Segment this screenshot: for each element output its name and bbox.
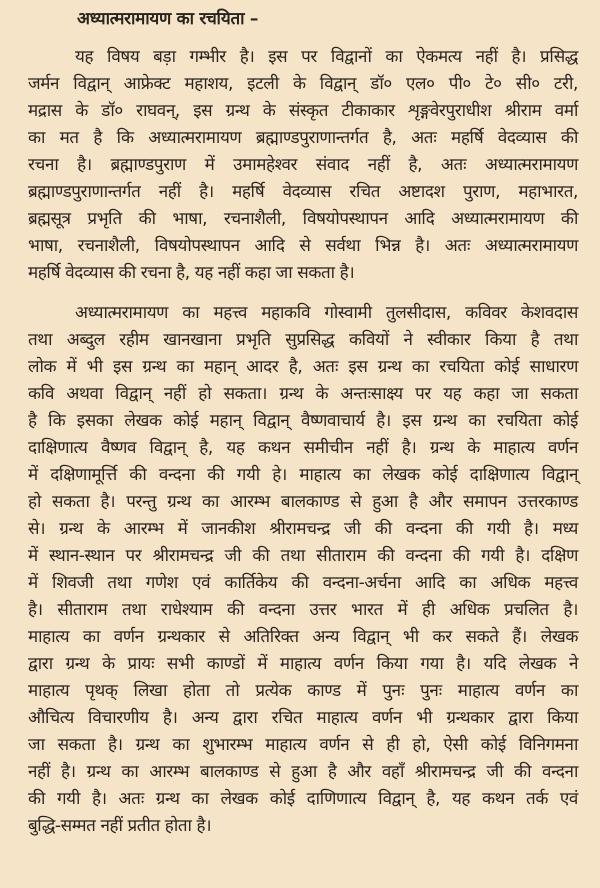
text-line: में स्थान-स्थान पर श्रीरामचन्द्र जी की तथा सीताराम की वन्दना की गयी है। दक्षिण	[28, 546, 578, 566]
paragraph-2	[28, 300, 578, 840]
text-line: तथा अब्दुल रहीम खानखाना प्रभृति सुप्रसिद्ध कवियों ने स्वीकार किया है तथा	[28, 330, 578, 350]
section-heading: अध्यात्मरामायण का रचयिता –	[77, 9, 259, 29]
text-line: ब्रह्माण्डपुराणान्तर्गत नहीं है। महर्षि वेदव्यास रचित अष्टादश पुराण, महाभारत,	[28, 182, 578, 202]
text-line: औचित्य विचारणीय है। अन्य द्वारा रचित माहात्य वर्णन भी ग्रन्थकार द्वारा किया	[28, 708, 578, 728]
text-line: है। सीताराम तथा राधेश्याम की वन्दना उत्तर भारत में ही अधिक प्रचलित है।	[28, 600, 578, 620]
text-line: कवि अथवा विद्वान् नहीं हो सकता। ग्रन्थ के अन्तःसाक्ष्य पर यह कहा जा सकता	[28, 384, 578, 404]
text-line: माहात्य का वर्णन ग्रन्थकार से अतिरिक्त अन्य विद्वान् भी कर सकते हैं। लेखक	[28, 627, 578, 647]
text-line: बुद्धि-सम्मत नहीं प्रतीत होता है।	[28, 816, 212, 836]
text-line: में शिवजी तथा गणेश एवं कार्तिकेय की वन्दना-अर्चना आदि का अधिक महत्त्व	[28, 573, 578, 593]
text-line: से। ग्रन्थ के आरम्भ में जानकीश श्रीरामचन्द्र जी की वन्दना की गयी है। मध्य	[28, 519, 578, 539]
text-line: यह विषय बड़ा गम्भीर है। इस पर विद्वानों का ऐकमत्य नहीं है। प्रसिद्ध	[75, 47, 578, 67]
text-line: महर्षि वेदव्यास की रचना है, यह नहीं कहा जा सकता है।	[28, 263, 355, 283]
text-line: की गयी है। अतः ग्रन्थ का लेखक कोई दाणिणात्य विद्वान् है, यह कथन तर्क एवं	[28, 789, 578, 809]
text-line: दाक्षिणात्य वैष्णव विद्वान् है, यह कथन समीचीन नहीं है। ग्रन्थ के माहात्य वर्णन	[28, 438, 578, 458]
text-line: जा सकता है। ग्रन्थ का शुभारम्भ माहात्य वर्णन से ही हो, ऐसी कोई विनिगमना	[28, 735, 578, 755]
paragraph-1	[28, 44, 578, 287]
text-line: भाषा, रचनाशैली, विषयोपस्थापन आदि से सर्वथा भिन्न है। अतः अध्यात्मरामायण	[28, 236, 578, 256]
text-line: अध्यात्मरामायण का महत्त्व महाकवि गोस्वामी तुलसीदास, कविवर केशवदास	[75, 303, 578, 323]
text-line: जर्मन विद्वान् आफ्रेक्ट महाशय, इटली के विद्वान् डॉ० एल० पी० टे० सी० टरी,	[28, 74, 578, 94]
text-line: हो सकता है। परन्तु ग्रन्थ का आरम्भ बालकाण्ड से हुआ है और समापन उत्तरकाण्ड	[28, 492, 578, 512]
text-line: मद्रास के डॉ० राघवन्, इस ग्रन्थ के संस्कृत टीकाकार शृङ्गवेरपुराधीश श्रीराम वर्मा	[28, 101, 578, 121]
text-line: है कि इसका लेखक कोई महान् विद्वान् वैष्णवाचार्य है। इस ग्रन्थ का रचयिता कोई	[28, 411, 578, 431]
text-line: रचना है। ब्रह्माण्डपुराण में उमामहेश्वर संवाद नहीं है, अतः अध्यात्मरामायण	[28, 155, 578, 175]
text-line: माहात्य पृथक् लिखा होता तो प्रत्येक काण्ड में पुनः पुनः माहात्य वर्णन का	[28, 681, 578, 701]
text-line: ब्रह्मसूत्र प्रभृति की भाषा, रचनाशैली, विषयोपस्थापन आदि अध्यात्मरामायण की	[28, 209, 578, 229]
text-line: लोक में भी इस ग्रन्थ का महान् आदर है, अतः इस ग्रन्थ का रचयिता कोई साधारण	[28, 357, 578, 377]
text-line: में दक्षिणामूर्त्ति की वन्दना की गयी हे। माहात्य का लेखक कोई दाक्षिणात्य विद्वान्	[28, 465, 578, 485]
text-line: का मत है कि अध्यात्मरामायण ब्रह्माण्डपुराणान्तर्गत है, अतः महर्षि वेदव्यास की	[28, 128, 578, 148]
text-line: द्वारा ग्रन्थ के प्रायः सभी काण्डों में माहात्य वर्णन किया गया है। यदि लेखक ने	[28, 654, 578, 674]
text-line: नहीं है। ग्रन्थ का आरम्भ बालकाण्ड से हुआ है और वहाँ श्रीरामचन्द्र जी की वन्दना	[28, 762, 578, 782]
